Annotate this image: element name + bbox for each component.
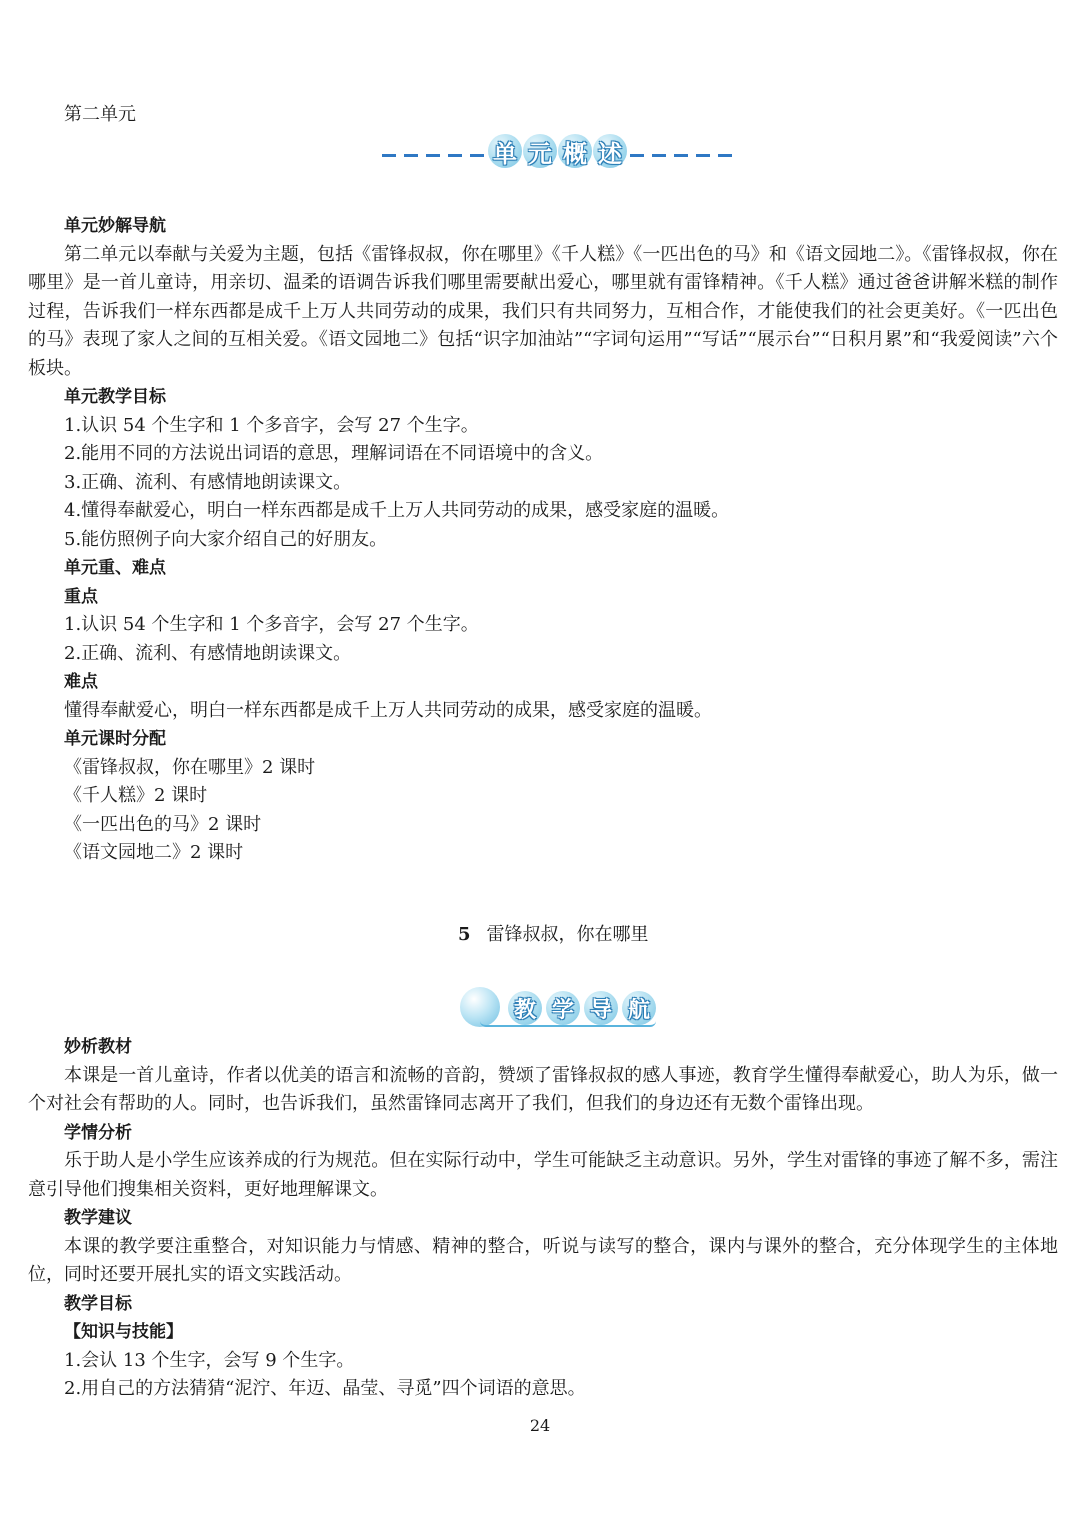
banner-title — [488, 134, 628, 168]
section-heading: 教学建议 — [64, 1208, 132, 1228]
list-item: 1.会认 13 个生字，会写 9 个生字。 — [64, 1349, 355, 1371]
banner-char: 概 — [558, 134, 592, 168]
list-item: 5.能仿照例子向大家介绍自己的好朋友。 — [64, 528, 388, 550]
banner-char: 教 — [508, 991, 542, 1025]
list-item: 《一匹出色的马》2 课时 — [64, 813, 262, 835]
section-heading: 学情分析 — [64, 1122, 132, 1143]
page-number: 24 — [529, 1416, 551, 1435]
banner-title — [508, 991, 660, 1025]
teaching-guide-banner — [460, 985, 660, 1033]
list-item: 《千人糕》2 课时 — [64, 785, 208, 806]
section-heading: 单元课时分配 — [64, 729, 166, 749]
banner-dash-right — [630, 154, 734, 157]
banner-char: 导 — [584, 991, 618, 1025]
list-item: 《雷锋叔叔，你在哪里》2 课时 — [64, 756, 316, 778]
section-heading: 教学目标 — [64, 1293, 132, 1314]
banner-char: 学 — [546, 991, 580, 1025]
list-item: 4.懂得奉献爱心，明白一样东西都是成千上万人共同劳动的成果，感受家庭的温暖。 — [64, 500, 730, 521]
paragraph: 懂得奉献爱心，明白一样东西都是成千上万人共同劳动的成果，感受家庭的温暖。 — [64, 699, 712, 721]
list-item: 3.正确、流利、有感情地朗读课文。 — [64, 471, 352, 493]
list-item: 1.认识 54 个生字和 1 个多音字，会写 27 个生字。 — [64, 614, 479, 635]
unit-overview-content — [28, 212, 1058, 868]
paragraph: 本课的教学要注重整合，对知识能力与情感、精神的整合，听说与读写的整合，课内与课外的整合，充分体现学生的主体地位，同时还要开展扎实的语文实践活动。 — [28, 1235, 1058, 1285]
section-heading: 单元重、难点 — [64, 558, 166, 578]
banner-char: 元 — [523, 134, 557, 168]
banner-dash-left — [382, 154, 490, 157]
teaching-guide-content — [28, 1033, 1058, 1404]
lesson-number: 5 — [458, 924, 471, 945]
lesson-name: 雷锋叔叔，你在哪里 — [486, 924, 649, 945]
running-head: 第二单元 — [64, 104, 136, 125]
paragraph: 本课是一首儿童诗，作者以优美的语言和流畅的音韵，赞颂了雷锋叔叔的感人事迹，教育学生懂得奉献爱心，助人为乐，做一个对社会有帮助的人。同时，也告诉我们，虽然雷锋同志离开了我们，但我们的身边还有无数个雷锋出现。 — [28, 1064, 1058, 1114]
paragraph: 第二单元以奉献与关爱为主题，包括《雷锋叔叔，你在哪里》《千人糕》《一匹出色的马》和《语文园地二》。《雷锋叔叔，你在哪里》是一首儿童诗，用亲切、温柔的语调告诉我们哪里需要献出爱心，哪里就有雷锋精神。《千人糕》通过爸爸讲解米糕的制作过程，告诉我们一样东西都是成千上万人共同劳动的成果，我们只有共同努力，互相合作，才能使我们的社会更美好。《一匹出色的马》表现了家人之间的互相关爱。《语文园地二》包括“识字加油站”“字词句运用”“写话”“展示台”“日积月累”和“我爱阅读”六个板块。 — [28, 243, 1058, 379]
list-item: 《语文园地二》2 课时 — [64, 842, 244, 863]
banner-char: 述 — [593, 134, 627, 168]
section-heading: 单元教学目标 — [64, 387, 166, 407]
paragraph: 乐于助人是小学生应该养成的行为规范。但在实际行动中，学生可能缺乏主动意识。另外，学生对雷锋的事迹了解不多，需注意引导他们搜集相关资料，更好地理解课文。 — [28, 1150, 1058, 1200]
section-heading: 妙析教材 — [64, 1037, 132, 1057]
unit-overview-banner — [380, 130, 740, 180]
sub-heading: 【知识与技能】 — [64, 1322, 183, 1342]
sub-heading: 重点 — [64, 586, 98, 607]
sub-heading: 难点 — [64, 672, 98, 692]
banner-char: 航 — [622, 991, 656, 1025]
banner-char: 单 — [488, 134, 522, 168]
list-item: 2.正确、流利、有感情地朗读课文。 — [64, 642, 352, 664]
lesson-title — [458, 920, 649, 946]
list-item: 2.能用不同的方法说出词语的意思，理解词语在不同语境中的含义。 — [64, 443, 604, 464]
section-heading: 单元妙解导航 — [64, 216, 166, 236]
list-item: 2.用自己的方法猜猜“泥泞、年迈、晶莹、寻觅”四个词语的意思。 — [64, 1378, 586, 1399]
list-item: 1.认识 54 个生字和 1 个多音字，会写 27 个生字。 — [64, 414, 479, 436]
